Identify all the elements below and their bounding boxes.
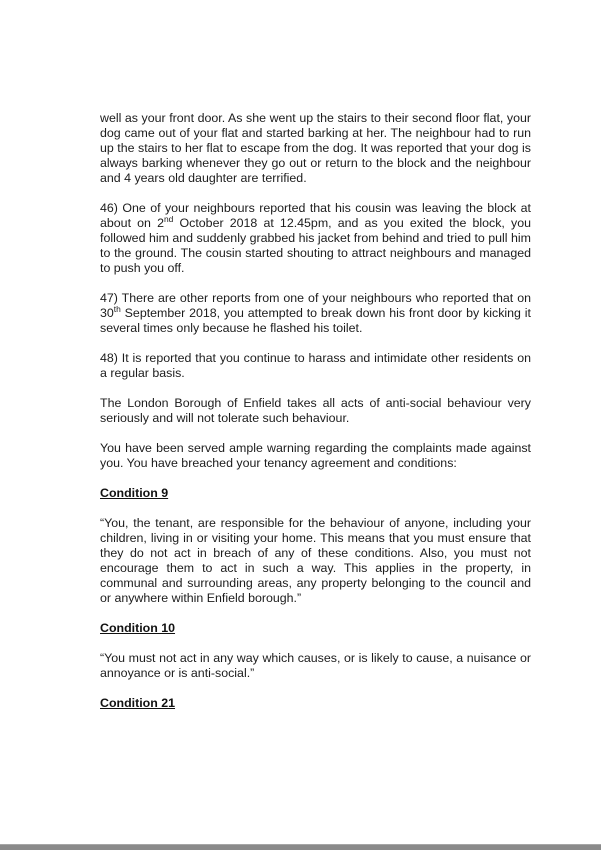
scan-edge-artifact xyxy=(0,844,601,850)
condition-10-text: “You must not act in any way which causes, or is likely to cause, a nuisance or annoyance or is anti-social.” xyxy=(100,651,531,680)
letter-body xyxy=(100,111,531,726)
paragraph-46-ordinal-suffix: nd xyxy=(163,213,174,224)
condition-21-heading: Condition 21 xyxy=(100,696,176,710)
paragraph-council-statement: The London Borough of Enfield takes all acts of anti-social behaviour very seriously and will not tolerate such behaviour. xyxy=(100,396,531,425)
paragraph-46-text-start: 46) One of your neighbours reported that his cousin was leaving the block at about on 2 xyxy=(100,201,531,230)
paragraph-47-text-start: 47) There are other reports from one of your neighbours who reported that on 30 xyxy=(100,291,531,320)
paragraph-45-continuation: well as your front door. As she went up the stairs to their second floor flat, your dog came out of your flat and started barking at her. The neighbour had to run up the stairs to her flat to escape from the dog. It was reported that your dog is always barking whenever they go out or return to the block and the neighbour and 4 years old daughter are terrified. xyxy=(100,111,531,185)
condition-9-heading: Condition 9 xyxy=(100,486,169,500)
paragraph-48: 48) It is reported that you continue to harass and intimidate other residents on a regular basis. xyxy=(100,351,531,380)
paragraph-47-text-end: September 2018, you attempted to break down his front door by kicking it several times only because he flashed his toilet. xyxy=(100,306,531,335)
paragraph-47 xyxy=(100,291,531,336)
paragraph-46-text-end: October 2018 at 12.45pm, and as you exited the block, you followed him and suddenly grabbed his jacket from behind and tried to pull him to the ground. The cousin started shouting to attract neighbours and managed to push you off. xyxy=(100,216,531,275)
condition-10-heading: Condition 10 xyxy=(100,621,176,635)
condition-9-text: “You, the tenant, are responsible for the behaviour of anyone, including your children, living in or visiting your home. This means that you must ensure that they do not act in breach of any of these conditions. Also, you must not encourage them to act in such a way. This applies in the property, in communal and surrounding areas, any property belonging to the council and or anywhere within Enfield borough.” xyxy=(100,516,531,605)
paragraph-warning: You have been served ample warning regarding the complaints made against you. You have breached your tenancy agreement and conditions: xyxy=(100,441,531,470)
paragraph-46 xyxy=(100,201,531,276)
paragraph-47-ordinal-suffix: th xyxy=(113,303,121,314)
